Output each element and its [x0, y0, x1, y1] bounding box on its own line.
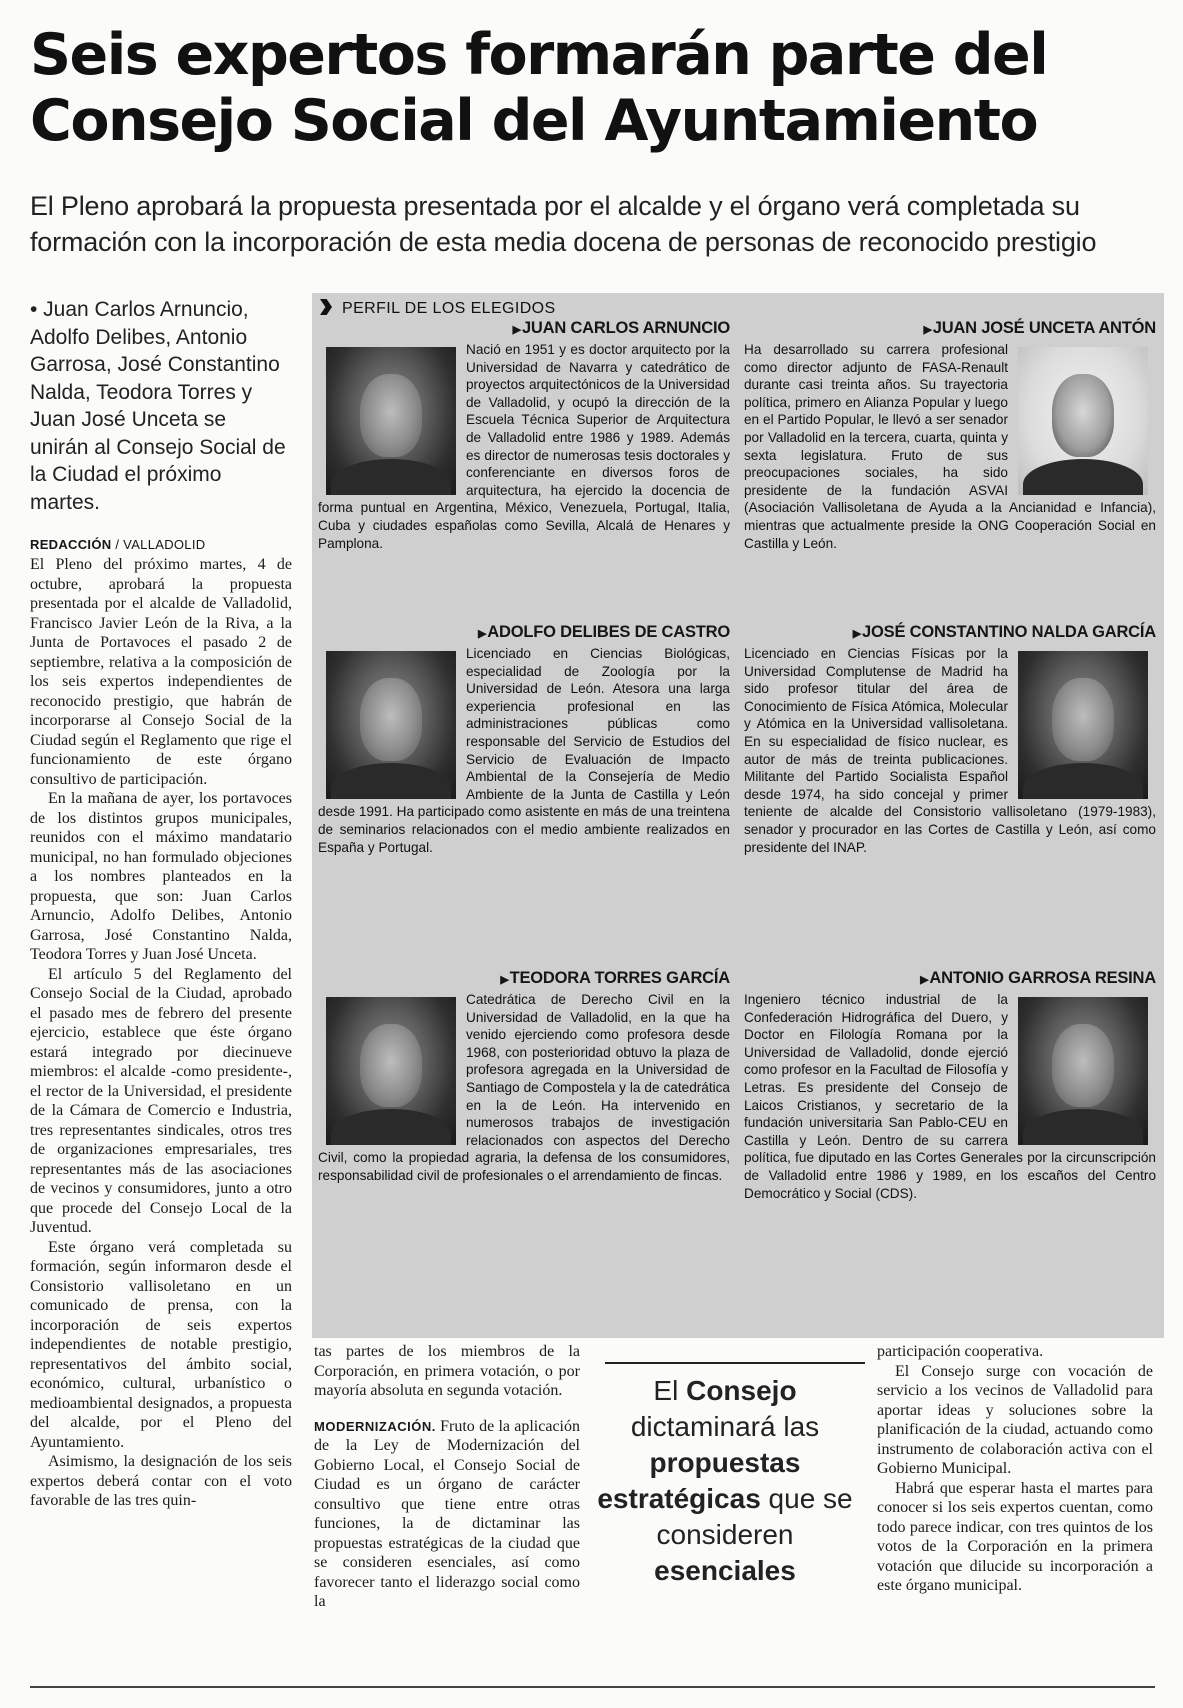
portrait-photo	[326, 651, 456, 799]
byline	[30, 537, 205, 552]
profile-arnuncio	[318, 319, 730, 552]
portrait-photo	[326, 347, 456, 495]
section-marker-icon	[320, 299, 332, 315]
section-runin: MODERNIZACIÓN.	[314, 1418, 436, 1434]
arrow-icon: ▶	[500, 974, 509, 986]
profile-name: ▶JUAN JOSÉ UNCETA ANTÓN	[923, 319, 1156, 337]
profiles-box	[312, 293, 1164, 1338]
body-column-3	[877, 1342, 1153, 1596]
paragraph: Este órgano verá completada su formación, según informaron desde el Consistorio vallisoletano en un comunicado de prensa, con la incorporación de seis expertos independientes de notable prestigio, representativos del ámbito social, económico, cultural, urbanístico o medioambiental designados, a propuesta del alcalde, por el Pleno del Ayuntamiento.	[30, 1238, 292, 1451]
paragraph: El Consejo surge con vocación de servicio a los vecinos de Valladolid para aportar ideas y soluciones sobre la planificación de la ciudad, actuando como instrumento de colaboración activa con el Gobierno Municipal.	[877, 1362, 1153, 1477]
profile-bio: Catedrática de Derecho Civil en la Universidad de Valladolid, en la que ha venido ejerciendo como profesora desde 1968, con posterioridad obtuvo la plaza de profesora agregada en la Universidad de Santiago de Compostela y la de catedrática en la de León. Ha intervenido en numerosos trabajos de investigación relacionados con aspectos del Derecho Civil, como la propiedad agraria, la defensa de los consumidores, responsabilidad civil de profesionales o el arrendamiento de fincas.	[318, 992, 730, 1183]
profile-bio: Ingeniero técnico industrial de la Confederación Hidrográfica del Duero, y Doctor en Filología Romana por la Universidad de Valladolid, donde ejerció como profesor en la Facultad de Filosofía y Letras. Es presidente del Consejo de Laicos Cristianos, y secretario de la fundación universitaria San Pablo-CEU en Castilla y León. Dentro de su carrera política, fue diputado en las Cortes Generales por la circunscripción de Valladolid entre 1986 y 1989, en los escaños del Centro Democrático y Social (CDS).	[744, 992, 1156, 1201]
paragraph: participación cooperativa.	[877, 1343, 1044, 1360]
arrow-icon: ▶	[923, 324, 932, 336]
profile-bio: Nació en 1951 y es doctor arquitecto por la Universidad de Navarra y catedrático de proyectos arquitectónicos de la Universidad de Valladolid, y ocupó la dirección de la Escuela Técnica Superior de Arquitectura de Valladolid entre 1986 y 1989. Además es director de numerosas tesis doctorales y conferenciante en diversos foros de arquitectura, ha ejercido la docencia de forma puntual en Argentina, México, Venezuela, Portugal, Italia, Cuba y ciudades españolas como Sevilla, Alcalá de Henares y Pamplona.	[318, 342, 730, 551]
arrow-icon: ▶	[852, 628, 862, 640]
byline-place: / VALLADOLID	[115, 537, 206, 552]
profile-torres	[318, 969, 730, 1185]
portrait-photo	[1018, 651, 1148, 799]
pullquote-rule	[605, 1362, 865, 1364]
profile-name: ▶JUAN CARLOS ARNUNCIO	[512, 319, 730, 337]
paragraph: Habrá que esperar hasta el martes para conocer si los seis expertos cuentan, como todo parece indicar, con tres quintos de los votos de la Corporación en la primera votación que dilucide su incorporación a este órgano municipal.	[877, 1479, 1153, 1594]
profile-bio: Ha desarrollado su carrera profesional como director adjunto de FASA-Renault durante casi treinta años. Su trayectoria política, primero en Alianza Popular y luego en el Partido Popular, le llevó a ser senador por Valladolid en la tercera, cuarta, quinta y sexta legislatura. Fruto de sus preocupaciones sociales, ha sido presidente de la fundación ASVAI (Asociación Vallisoletana de Ayuda a la Ancianidad e Infancia), mientras que actualmente preside la ONG Cooperación Social en Castilla y León.	[744, 342, 1156, 551]
profile-bio: Licenciado en Ciencias Físicas por la Universidad Complutense de Madrid ha sido profesor titular del área de Conocimiento de Física Atómica, Molecular y Atómica en la Universidad vallisoletana. En su especialidad de físico nuclear, es autor de más de treinta publicaciones. Militante del Partido Socialista Español desde 1974, ha sido concejal y primer teniente de alcalde del Consistorio vallisoletano (1979-1983), senador y procurador en las Cortes de Castilla y León, así como presidente del INAP.	[744, 646, 1156, 855]
arrow-icon: ▶	[478, 628, 487, 640]
portrait-photo	[326, 997, 456, 1145]
paragraph: En la mañana de ayer, los portavoces de los distintos grupos municipales, reunidos con el máximo mandatario municipal, no han formulado objeciones a los nombres planteados en la propuesta, que son: Juan Carlos Arnuncio, Adolfo Delibes, Antonio Garrosa, José Constantino Nalda, Teodora Torres y Juan José Unceta.	[30, 790, 292, 963]
pullquote: El Consejo dictaminará las propuestas estratégicas que se consideren esenciales	[597, 1375, 853, 1586]
bottom-rule	[30, 1686, 1155, 1688]
profile-name: ▶ANTONIO GARROSA RESINA	[920, 969, 1156, 987]
profile-bio: Licenciado en Ciencias Biológicas, especialidad de Zoología por la Universidad de León. Atesora una larga experiencia profesional en las administraciones públicas como responsable del Servicio de Estudios del Servicio de Evaluación de Impacto Ambiental de la Consejería de Medio Ambiente de la Junta de Castilla y León desde 1991. Ha participado como asistente en más de una treintena de seminarios relacionados con el medio ambiente realizados en España y Portugal.	[318, 646, 730, 855]
body-column-2	[314, 1342, 580, 1612]
body-column-1	[30, 555, 292, 1511]
paragraph: El Pleno del próximo martes, 4 de octubre, aprobará la propuesta presentada por el alcalde de Valladolid, Francisco Javier León de la Riva, a la Junta de Portavoces el pasado 2 de septiembre, relativa a la composición de los seis expertos independientes de reconocido prestigio, que habrán de incorporarse al Consejo Social de la Ciudad según el Reglamento que rige el funcionamiento de este órgano consultivo de participación.	[30, 556, 292, 788]
subheadline: El Pleno aprobará la propuesta presentada por el alcalde y el órgano verá completada su formación con la incorporación de esta media docena de personas de reconocido prestigio	[30, 191, 1097, 257]
profile-nalda	[744, 623, 1156, 856]
paragraph: MODERNIZACIÓN. Fruto de la aplicación de la Ley de Modernización del Gobierno Local, el Consejo Social de Ciudad es un órgano de carácter consultivo que tiene entre otras funciones, la de dictaminar las propuestas estratégicas de la ciudad que se consideren esenciales, así como favorecer tanto el liderazgo social como la	[314, 1417, 580, 1610]
paragraph: El artículo 5 del Reglamento del Consejo Social de la Ciudad, aprobado el pasado mes de febrero del presente ejercicio, establece que éste órgano estará integrado por diecinueve miembros: el alcalde -como presidente-, el rector de la Universidad, el presidente de la Cámara de Comercio e Industria, tres representantes sindicales, otros tres de organizaciones empresariales, tres representantes más de las asociaciones de vecinos y consumidores, junto a otro que procede del Consejo Local de la Juventud.	[30, 965, 292, 1236]
byline-org: REDACCIÓN	[30, 537, 112, 552]
profile-name: ▶ADOLFO DELIBES DE CASTRO	[478, 623, 730, 641]
headline: Seis expertos formarán parte del Consejo Social del Ayuntamiento	[30, 22, 1048, 154]
profile-name: ▶TEODORA TORRES GARCÍA	[500, 969, 730, 987]
profile-name: ▶JOSÉ CONSTANTINO NALDA GARCÍA	[852, 623, 1156, 641]
arrow-icon: ▶	[512, 324, 521, 336]
arrow-icon: ▶	[920, 974, 929, 986]
profiles-header-label: PERFIL DE LOS ELEGIDOS	[342, 300, 556, 317]
portrait-photo	[1018, 997, 1148, 1145]
profile-unceta	[744, 319, 1156, 552]
profiles-header	[320, 299, 556, 318]
lead-summary: • Juan Carlos Arnuncio, Adolfo Delibes, Antonio Garrosa, José Constantino Nalda, Teodora Torres y Juan José Unceta se unirán al Consejo Social de la Ciudad el próximo martes.	[30, 298, 286, 514]
profile-garrosa	[744, 969, 1156, 1202]
portrait-photo	[1018, 347, 1148, 495]
paragraph: Asimismo, la designación de los seis expertos deberá contar con el voto favorable de las tres quin-	[30, 1453, 292, 1509]
paragraph: tas partes de los miembros de la Corporación, en primera votación, o por mayoría absoluta en segunda votación.	[314, 1343, 580, 1399]
profile-delibes	[318, 623, 730, 856]
